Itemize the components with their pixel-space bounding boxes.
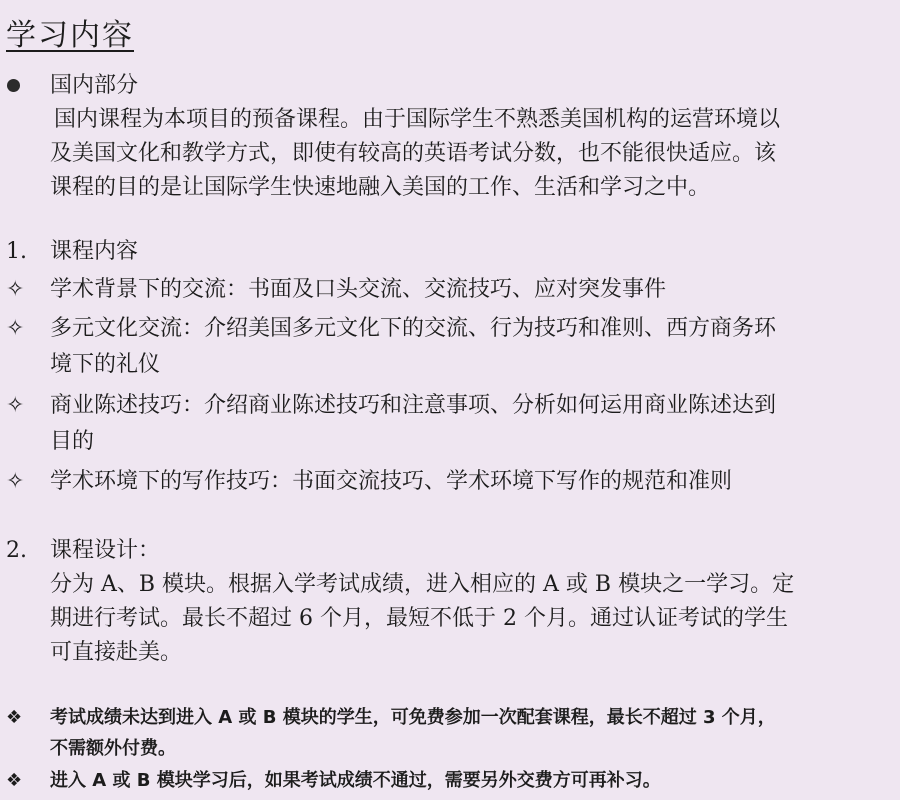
course-content-item: 学术背景下的交流：书面及口头交流、交流技巧、应对突发事件: [50, 277, 667, 302]
course-content-item: 多元文化交流：介绍美国多元文化下的交流、行为技巧和准则、西方商务环: [50, 316, 777, 341]
domestic-heading: 国内部分: [50, 73, 139, 98]
course-content-item: 商业陈述技巧：介绍商业陈述技巧和注意事项、分析如何运用商业陈述达到: [50, 393, 777, 418]
domestic-paragraph-line: 课程的目的是让国际学生快速地融入美国的工作、生活和学习之中。: [50, 175, 711, 200]
four-point-star-outline-bullet-icon: ✧: [6, 277, 25, 302]
note-item: 考试成绩未达到进入 A 或 B 模块的学生，可免费参加一次配套课程，最长不超过 3 个月，: [50, 707, 776, 728]
four-point-star-outline-bullet-icon: ✧: [6, 393, 25, 418]
filled-circle-bullet-icon: [7, 79, 20, 92]
four-point-star-outline-bullet-icon: ✧: [6, 469, 25, 494]
course-content-item-continuation: 目的: [50, 429, 95, 454]
note-item-continuation: 不需额外付费。: [50, 738, 176, 759]
course-design-paragraph-line: 期进行考试。最长不超过 6 个月，最短不低于 2 个月。通过认证考试的学生: [50, 606, 788, 631]
four-diamond-bullet-icon: ❖: [6, 770, 23, 791]
course-design-paragraph-line: 分为 A、B 模块。根据入学考试成绩，进入相应的 A 或 B 模块之一学习。定: [50, 572, 795, 597]
course-design-paragraph-line: 可直接赴美。: [50, 640, 183, 665]
domestic-paragraph-line: 国内课程为本项目的预备课程。由于国际学生不熟悉美国机构的运营环境以: [54, 107, 781, 132]
section-2-heading: 课程设计：: [50, 538, 161, 563]
note-item: 进入 A 或 B 模块学习后，如果考试成绩不通过，需要另外交费方可再补习。: [50, 770, 661, 791]
page-title: 学习内容: [6, 18, 134, 53]
section-1-heading: 课程内容: [50, 239, 139, 264]
section-2-number: 2.: [6, 538, 27, 563]
domestic-paragraph-line: 及美国文化和教学方式，即使有较高的英语考试分数，也不能很快适应。该: [50, 141, 777, 166]
section-1-number: 1.: [6, 239, 27, 264]
four-diamond-bullet-icon: ❖: [6, 707, 23, 728]
course-content-item: 学术环境下的写作技巧：书面交流技巧、学术环境下写作的规范和准则: [50, 469, 733, 494]
course-content-item-continuation: 境下的礼仪: [50, 352, 161, 377]
four-point-star-outline-bullet-icon: ✧: [6, 316, 25, 341]
